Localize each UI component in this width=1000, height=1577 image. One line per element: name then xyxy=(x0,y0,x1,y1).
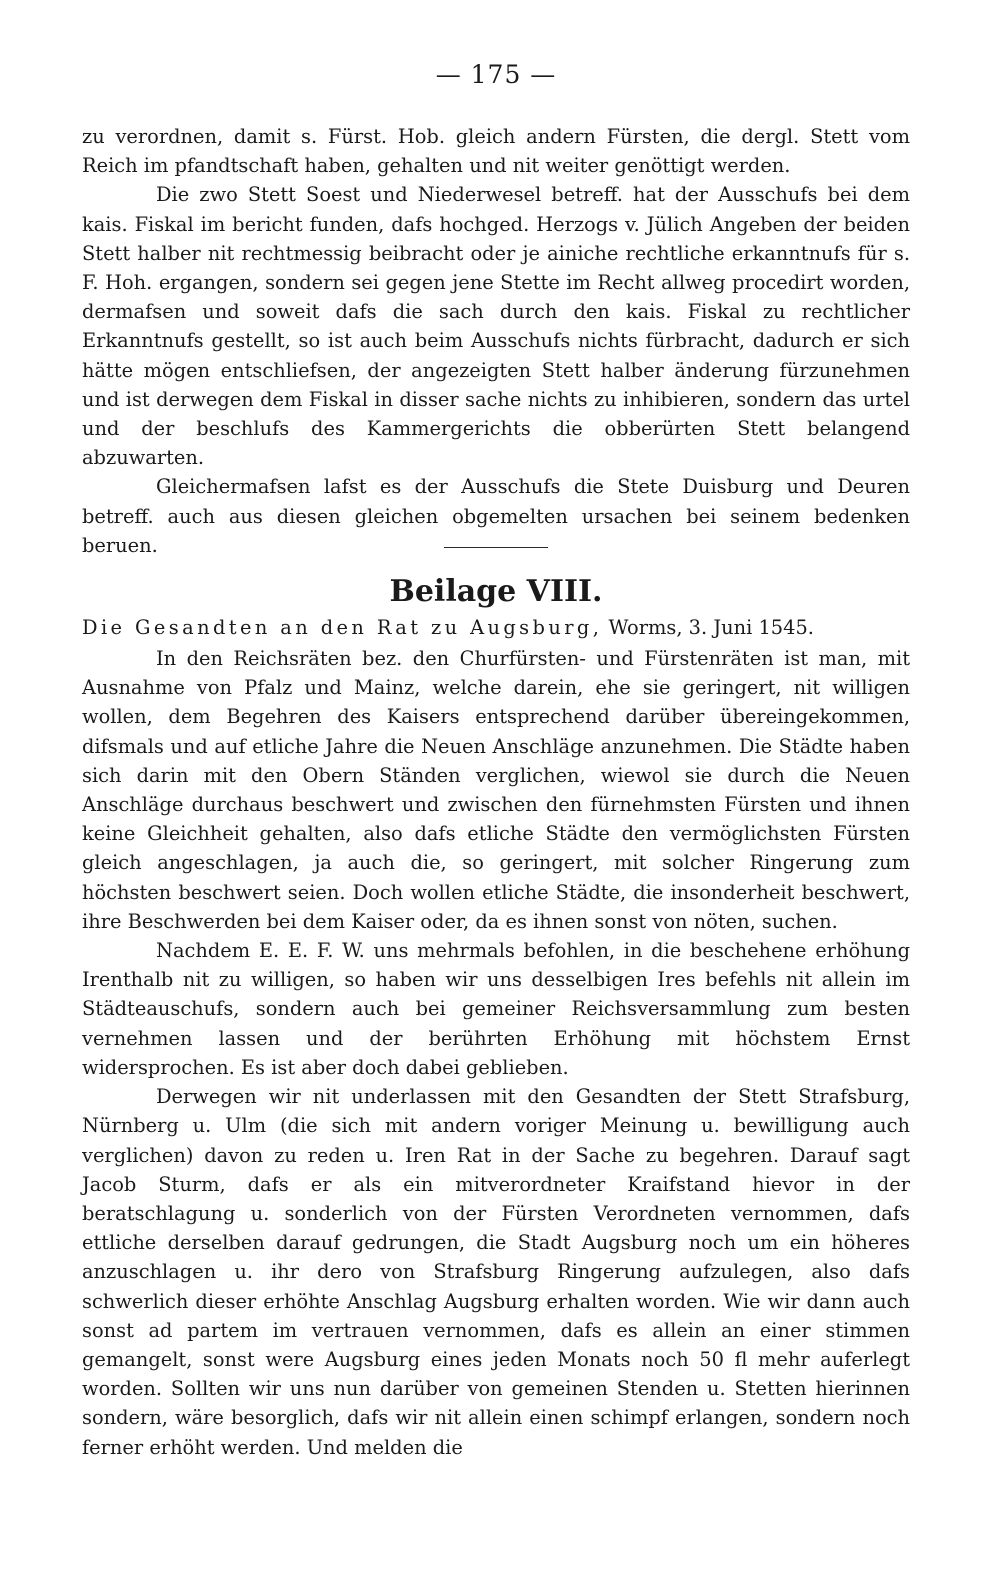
paragraph-continuation: zu verordnen, damit s. Fürst. Hob. gleich andern Fürsten, die dergl. Stett vom Reich im pfandtschaft haben, gehalten und nit weiter genöttigt werden. xyxy=(82,125,910,178)
subheading-place-date: Worms, 3. Juni 1545. xyxy=(602,616,814,640)
subheading-sender: Die Gesandten an den Rat zu Augsburg, xyxy=(82,616,603,640)
paragraph-soest-niederwesel: Die zwo Stett Soest und Niederwesel betreff. hat der Ausschufs bei dem kais. Fiskal im bericht funden, dafs hochged. Herzogs v. Jülich Angeben der beiden Stett halber nit rechtmessig beibracht oder je ainiche rechtliche erkanntnufs für s. F. Hoh. ergangen, sondern sei gegen jene Stette im Recht allweg procedirt worden, dermafsen und soweit dafs die sach durch den kais. Fiskal zu rechtlicher Erkanntnufs gestellt, so ist auch beim Ausschufs nichts fürbracht, dadurch er sich hätte mögen entschliefsen, der angezeigten Stett halber änderung fürzunehmen und ist derwegen dem Fiskal in disser sache nichts zu inhibieren, sondern das urtel und der beschlufs des Kammergerichts die obberürten Stett belangend abzuwarten. xyxy=(82,183,910,470)
section-heading: Beilage VIII. xyxy=(389,574,603,610)
document-page xyxy=(82,58,910,1462)
section-subheading xyxy=(82,612,910,644)
paragraph-duisburg-deuren: Gleichermafsen lafst es der Ausschufs die Stete Duisburg und Deuren betreff. auch aus diesen gleichen obgemelten ursachen bei seinem bedenken beruen. xyxy=(82,475,910,557)
page-number: — 175 — xyxy=(435,60,557,89)
paragraph-derwegen: Derwegen wir nit underlassen mit den Gesandten der Stett Strafsburg, Nürnberg u. Ulm (die sich mit andern voriger Meinung u. bewilligung auch verglichen) davon zu reden u. Iren Rat in der Sache zu begehren. Darauf sagt Jacob Sturm, dafs er als ein mitverordneter Kraifstand hievor in der beratschlagung u. sonderlich von der Fürsten Verordneten vernommen, dafs ettliche derselben darauf gedrungen, die Stadt Augsburg noch um ein höheres anzuschlagen u. ihr dero von Strafsburg Ringerung aufzulegen, also dafs schwerlich dieser erhöhte Anschlag Augsburg erhalten worden. Wie wir dann auch sonst ad partem im vertrauen vernommen, dafs es allein an einer stimmen gemangelt, sonst were Augsburg eines jeden Monats noch 50 fl mehr auferlegt worden. Sollten wir uns nun darüber von gemeinen Stenden u. Stetten hierinnen sondern, wäre besorglich, dafs wir nit allein einen schimpf erlangen, sondern noch ferner erhöht werden. Und melden die xyxy=(82,1085,910,1459)
paragraph-nachdem: Nachdem E. E. F. W. uns mehrmals befohlen, in die beschehene erhöhung Irenthalb nit zu willigen, so haben wir uns desselbigen Ires befehls nit allein im Städteauschufs, sondern auch bei gemeiner Reichsversammlung zum besten vernehmen lassen und der berührten Erhöhung mit höchstem Ernst widersprochen. Es ist aber doch dabei geblieben. xyxy=(82,939,910,1079)
paragraph-reichsraete: In den Reichsräten bez. den Churfürsten- und Fürstenräten ist man, mit Ausnahme von Pfalz und Mainz, welche darein, ehe sie geringert, nit willigen wollen, dem Begehren des Kaisers entsprechend darüber übereingekommen, difsmals und auf etliche Jahre die Neuen Anschläge anzunehmen. Die Städte haben sich darin mit den Obern Ständen verglichen, wiewol sie durch die Neuen Anschläge durchaus beschwert und zwischen den fürnehmsten Fürsten und ihnen keine Gleichheit gehalten, also dafs etliche Städte den vermöglichsten Fürsten gleich angeschlagen, ja auch die, so geringert, mit solcher Ringerung zum höchsten beschwert seien. Doch wollen etliche Städte, die insonderheit beschwert, ihre Beschwerden bei dem Kaiser oder, da es ihnen sonst von nöten, suchen. xyxy=(82,647,910,933)
section-divider xyxy=(444,547,548,548)
